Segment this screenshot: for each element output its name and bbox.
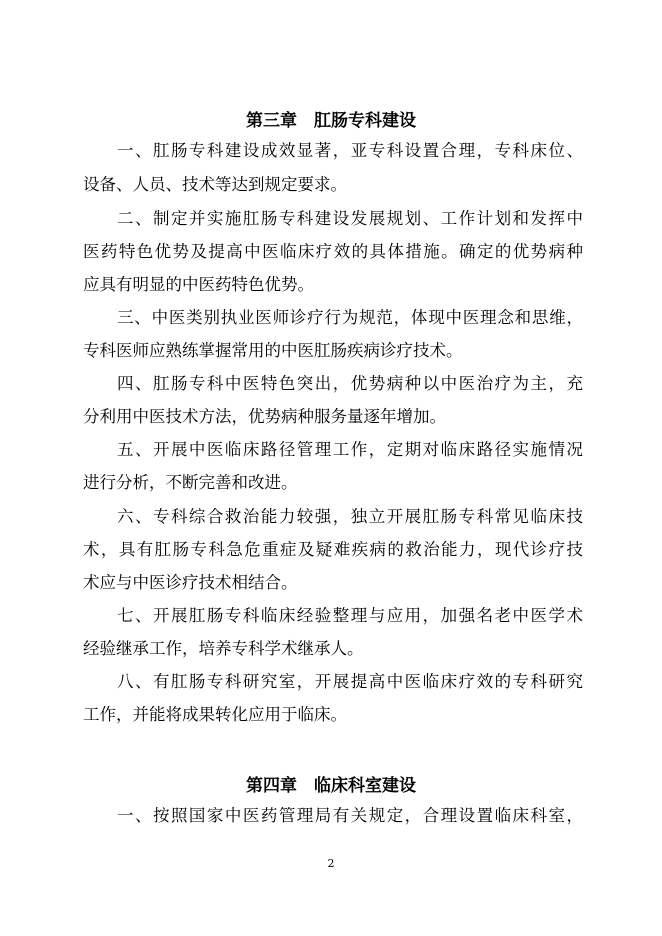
paragraph-6-line-3: 术应与中医诊疗技术相结合。 bbox=[83, 573, 298, 592]
paragraph-2-line-2: 医药特色优势及提高中医临床疗效的具体措施。确定的优势病种 bbox=[83, 242, 583, 261]
paragraph-6-line-2: 术，具有肛肠专科急危重症及疑难疾病的救治能力，现代诊疗技 bbox=[83, 540, 583, 559]
paragraph-3-line-1: 三、中医类别执业医师诊疗行为规范，体现中医理念和思维， bbox=[117, 308, 583, 327]
page-number: 2 bbox=[327, 857, 335, 870]
chapter-4-title: 第四章 临床科室建设 bbox=[246, 776, 416, 796]
paragraph-8-line-2: 工作，并能将成果转化应用于临床。 bbox=[83, 705, 347, 724]
paragraph-4-line-2: 分利用中医技术方法，优势病种服务量逐年增加。 bbox=[83, 407, 446, 426]
paragraph-8-line-1: 八、有肛肠专科研究室，开展提高中医临床疗效的专科研究 bbox=[117, 672, 583, 691]
paragraph-2-line-3: 应具有明显的中医药特色优势。 bbox=[83, 275, 314, 294]
paragraph-3-line-2: 专科医师应熟练掌握常用的中医肛肠疾病诊疗技术。 bbox=[83, 341, 463, 360]
paragraph-6-line-1: 六、专科综合救治能力较强，独立开展肛肠专科常见临床技 bbox=[117, 507, 583, 526]
paragraph-4-line-1: 四、肛肠专科中医特色突出，优势病种以中医治疗为主，充 bbox=[117, 374, 583, 393]
paragraph-7-line-2: 经验继承工作，培养专科学术继承人。 bbox=[83, 639, 364, 658]
paragraph-1-line-1: 一、肛肠专科建设成效显著，亚专科设置合理，专科床位、 bbox=[117, 141, 583, 160]
chapter-3-title: 第三章 肛肠专科建设 bbox=[246, 111, 416, 131]
paragraph-1-line-2: 设备、人员、技术等达到规定要求。 bbox=[83, 175, 347, 194]
paragraph-5-line-1: 五、开展中医临床路径管理工作，定期对临床路径实施情况 bbox=[117, 440, 583, 459]
paragraph-2-line-1: 二、制定并实施肛肠专科建设发展规划、工作计划和发挥中 bbox=[117, 209, 583, 228]
paragraph-7-line-1: 七、开展肛肠专科临床经验整理与应用，加强名老中医学术 bbox=[117, 606, 583, 625]
chapter-4-paragraph-1-line-1: 一、按照国家中医药管理局有关规定，合理设置临床科室， bbox=[117, 806, 583, 825]
paragraph-5-line-2: 进行分析，不断完善和改进。 bbox=[83, 473, 298, 492]
